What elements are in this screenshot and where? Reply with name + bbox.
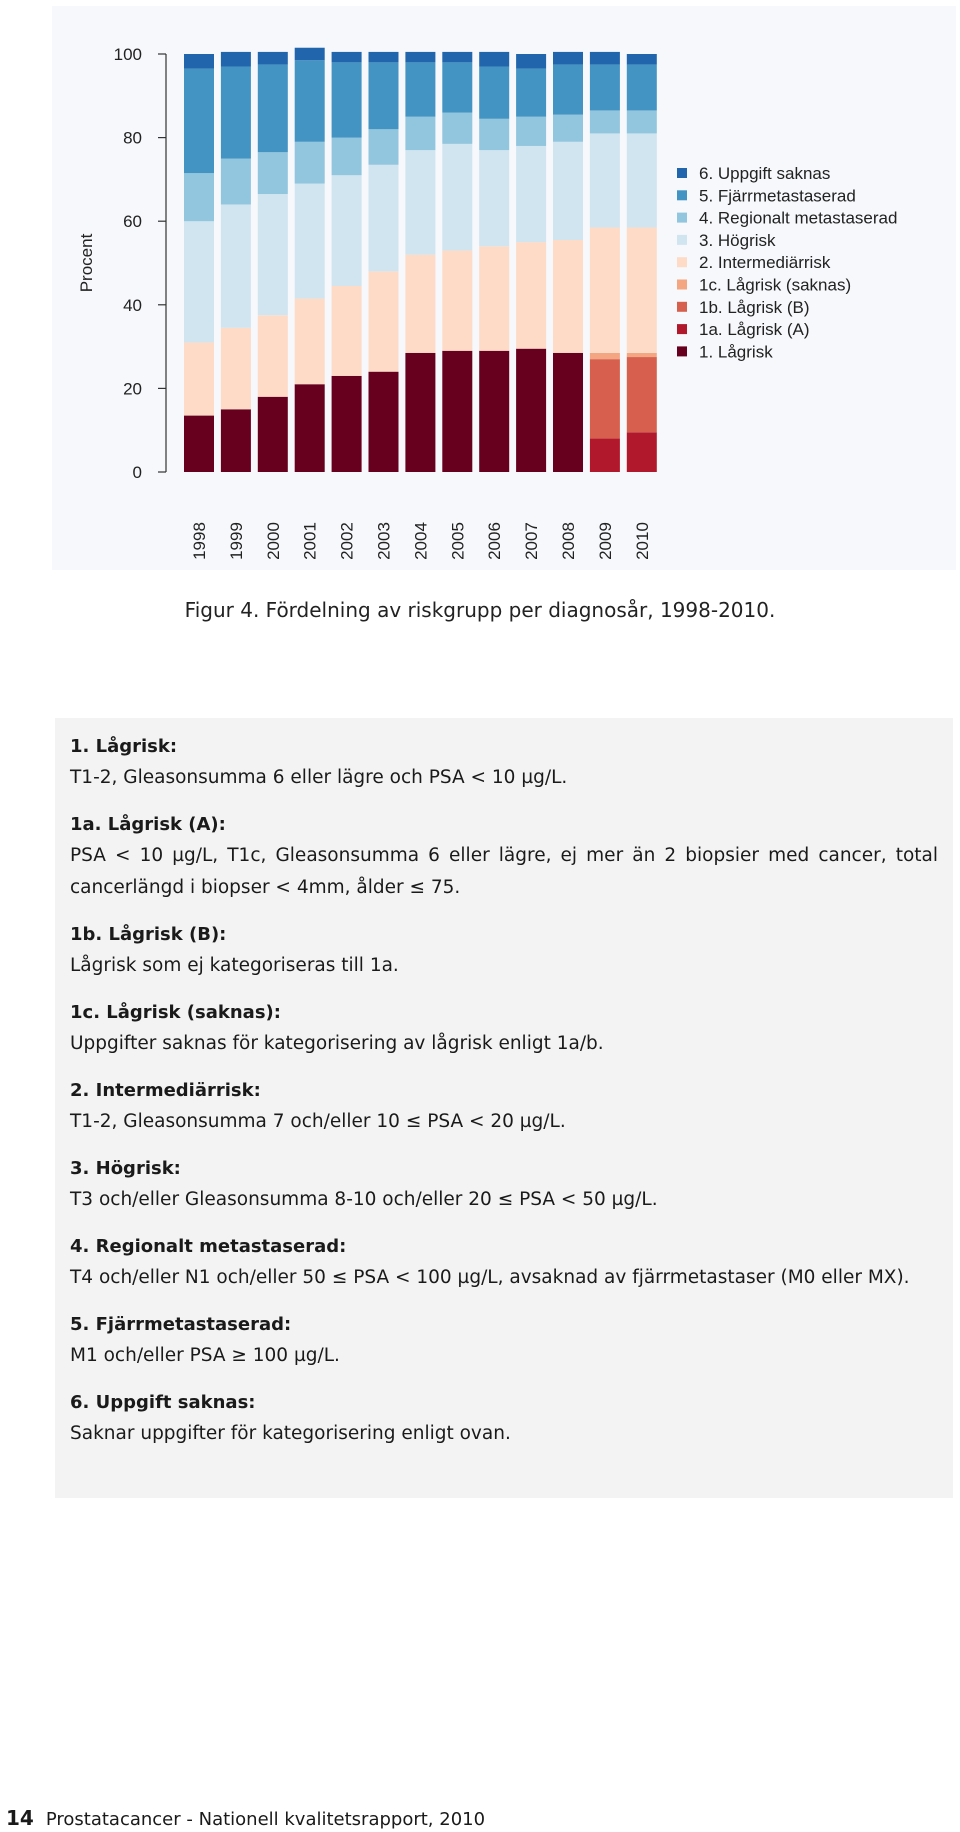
definition-term: 5. Fjärrmetastaserad: [70, 1314, 292, 1335]
x-tick-label: 1998 [190, 522, 209, 560]
definition-description: T3 och/eller Gleasonsumma 8-10 och/eller 20 ≤ PSA < 50 µg/L. [70, 1189, 658, 1210]
definition-term: 1a. Lågrisk (A): [70, 814, 226, 835]
bar-segment [258, 315, 288, 397]
bar-segment [332, 52, 362, 62]
bar-segment [295, 60, 325, 142]
bar-segment [442, 351, 472, 472]
bar-segment [184, 69, 214, 174]
risk-group-definitions [55, 718, 953, 1498]
bar-segment [590, 52, 620, 65]
bar-segment [369, 62, 399, 129]
bar-segment [332, 286, 362, 376]
legend-swatch [677, 190, 687, 200]
definition-item [70, 1388, 938, 1450]
bar-segment [516, 69, 546, 117]
definition-item [70, 810, 938, 904]
legend-swatch [677, 213, 687, 223]
bar-segment [405, 150, 435, 255]
bar-segment [627, 432, 657, 472]
bar-segment [258, 52, 288, 65]
definition-term: 2. Intermediärrisk: [70, 1080, 261, 1101]
page-number: 14 [6, 1806, 34, 1830]
bar-segment [405, 255, 435, 353]
bar-segment [258, 152, 288, 194]
bar-segment [442, 144, 472, 251]
bar-segment [442, 113, 472, 144]
bar-segment [627, 64, 657, 110]
x-tick-label: 2010 [632, 522, 652, 560]
bar-segment [405, 52, 435, 62]
bar-segment [590, 227, 620, 352]
legend-label: 1c. Lågrisk (saknas) [699, 275, 852, 295]
definition-description: Saknar uppgifter för kategorisering enligt ovan. [70, 1423, 511, 1444]
bar-segment [184, 173, 214, 221]
bar-segment [479, 150, 509, 246]
bar-segment [405, 117, 435, 150]
y-tick-label: 80 [123, 128, 142, 148]
bar-segment [627, 353, 657, 357]
legend-label: 1. Lågrisk [699, 342, 773, 362]
bar-segment [590, 133, 620, 227]
bar-segment [369, 271, 399, 371]
bar-segment [479, 67, 509, 119]
legend-label: 3. Högrisk [699, 230, 776, 250]
bar-segment [258, 397, 288, 472]
x-tick-label: 2000 [263, 522, 283, 560]
definition-description: Lågrisk som ej kategoriseras till 1a. [70, 955, 399, 976]
x-tick-label: 2006 [485, 522, 505, 560]
definition-item [70, 1232, 938, 1294]
bar-segment [332, 175, 362, 286]
bar-segment [332, 138, 362, 176]
bar-segment [590, 439, 620, 472]
definition-term: 6. Uppgift saknas: [70, 1392, 256, 1413]
definition-item [70, 732, 938, 794]
bar-segment [295, 142, 325, 184]
bar-segment [516, 146, 546, 242]
bar-segment [184, 54, 214, 69]
bar-segment [184, 342, 214, 415]
bar-segment [369, 52, 399, 62]
definition-description: PSA < 10 µg/L, T1c, Gleasonsumma 6 eller lägre, ej mer än 2 biopsier med cancer, total cancerlängd i biopser < 4mm, ålder ≤ 75. [70, 845, 938, 898]
bar-segment [221, 159, 251, 205]
bar-segment [627, 227, 657, 352]
bar-segment [442, 52, 472, 62]
bar-segment [516, 242, 546, 349]
bar-segment [516, 117, 546, 146]
y-tick-label: 0 [132, 463, 142, 482]
definition-item [70, 920, 938, 982]
bar-segment [479, 351, 509, 472]
x-tick-label: 2008 [559, 522, 578, 560]
bar-segment [553, 142, 583, 240]
definition-description: T4 och/eller N1 och/eller 50 ≤ PSA < 100 µg/L, avsaknad av fjärrmetastaser (M0 eller MX). [70, 1267, 910, 1288]
definition-item [70, 1076, 938, 1138]
bar-segment [590, 110, 620, 133]
bar-segment [553, 64, 583, 114]
legend-swatch [677, 324, 687, 334]
bar-segment [295, 48, 325, 61]
bar-segment [627, 54, 657, 64]
bar-segment [295, 184, 325, 299]
definition-term: 1. Lågrisk: [70, 736, 178, 757]
x-tick-label: 2002 [337, 522, 357, 560]
definition-description: T1-2, Gleasonsumma 6 eller lägre och PSA < 10 µg/L. [70, 767, 568, 788]
x-tick-label: 2007 [522, 522, 542, 560]
bar-segment [221, 67, 251, 159]
bar-segment [332, 376, 362, 472]
definition-term: 1c. Lågrisk (saknas): [70, 1002, 281, 1023]
x-tick-label: 1999 [226, 522, 246, 560]
y-tick-label: 20 [123, 379, 142, 399]
bar-segment [516, 349, 546, 472]
legend-swatch [677, 280, 687, 290]
definition-term: 4. Regionalt metastaserad: [70, 1236, 347, 1257]
legend-label: 1b. Lågrisk (B) [699, 297, 810, 317]
bar-segment [184, 221, 214, 342]
legend-swatch [677, 235, 687, 245]
legend-swatch [677, 346, 687, 356]
bar-segment [221, 328, 251, 410]
x-tick-label: 2005 [448, 522, 468, 560]
bar-segment [258, 194, 288, 315]
bar-segment [369, 372, 399, 472]
bar-segment [553, 240, 583, 353]
bar-segment [479, 52, 509, 67]
bar-segment [590, 359, 620, 438]
figure-caption: Figur 4. Fördelning av riskgrupp per diagnosår, 1998-2010. [184, 598, 776, 622]
definition-term: 3. Högrisk: [70, 1158, 181, 1179]
bar-segment [627, 357, 657, 432]
bar-segment [442, 62, 472, 112]
x-tick-label: 2003 [374, 522, 394, 560]
legend-label: 6. Uppgift saknas [699, 164, 831, 183]
bar-segment [590, 64, 620, 110]
bar-segment [516, 54, 546, 69]
x-tick-label: 2004 [411, 522, 431, 560]
y-tick-label: 40 [123, 295, 142, 315]
bar-segment [184, 416, 214, 472]
bar-segment [221, 204, 251, 327]
legend-label: 4. Regionalt metastaserad [699, 208, 898, 228]
bar-segment [295, 384, 325, 472]
legend-swatch [677, 302, 687, 312]
bar-segment [405, 353, 435, 472]
legend-swatch [677, 257, 687, 267]
bar-segment [553, 115, 583, 142]
bar-segment [369, 165, 399, 272]
definition-item [70, 1310, 938, 1372]
definition-item [70, 1154, 938, 1216]
definition-description: Uppgifter saknas för kategorisering av lågrisk enligt 1a/b. [70, 1033, 604, 1054]
legend-swatch [677, 168, 687, 178]
bar-segment [295, 299, 325, 385]
bar-segment [479, 119, 509, 150]
bar-segment [221, 52, 251, 67]
bar-segment [627, 133, 657, 227]
legend-label: 1a. Lågrisk (A) [699, 320, 810, 340]
bar-segment [590, 353, 620, 359]
page-footer [6, 1806, 485, 1830]
x-tick-label: 2009 [595, 522, 615, 560]
y-tick-label: 100 [113, 45, 142, 64]
legend-label: 2. Intermediärrisk [699, 253, 831, 273]
definition-description: T1-2, Gleasonsumma 7 och/eller 10 ≤ PSA < 20 µg/L. [70, 1111, 566, 1132]
bar-segment [553, 52, 583, 65]
y-tick-label: 60 [123, 212, 142, 232]
report-title: Prostatacancer - Nationell kvalitetsrapport, 2010 [45, 1809, 486, 1830]
definition-term: 1b. Lågrisk (B): [70, 924, 227, 945]
bar-segment [369, 129, 399, 165]
chart-panel [52, 6, 956, 570]
bar-segment [553, 353, 583, 472]
definition-description: M1 och/eller PSA ≥ 100 µg/L. [70, 1345, 340, 1366]
bar-segment [479, 246, 509, 351]
legend-label: 5. Fjärrmetastaserad [699, 186, 856, 206]
bar-segment [258, 64, 288, 152]
bar-segment [332, 62, 362, 137]
x-tick-label: 2001 [300, 522, 320, 560]
risk-group-stacked-bar-chart [52, 6, 956, 570]
bar-segment [405, 62, 435, 116]
bar-segment [627, 110, 657, 133]
y-axis-label: Procent [77, 233, 96, 293]
bar-segment [221, 409, 251, 472]
definition-item [70, 998, 938, 1060]
bar-segment [442, 250, 472, 350]
